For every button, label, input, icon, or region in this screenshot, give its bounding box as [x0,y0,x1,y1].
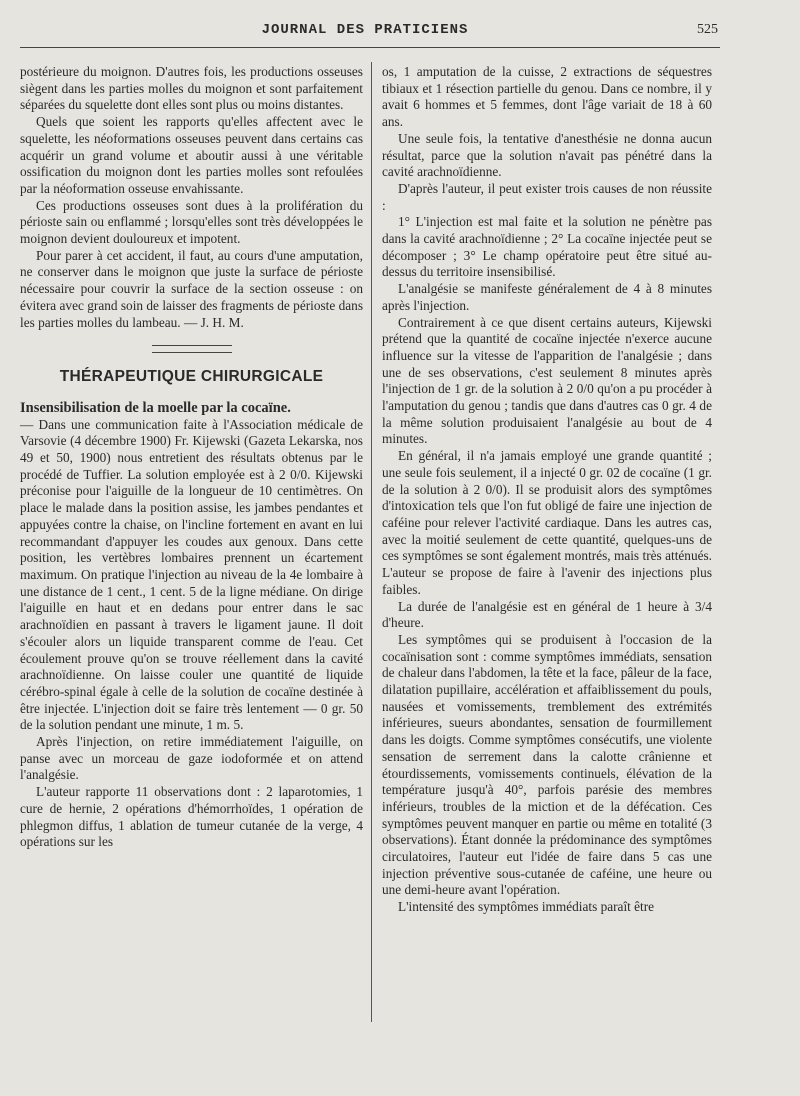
section-ornament [152,345,232,353]
journal-title: JOURNAL DES PRATICIENS [261,22,469,38]
paragraph: L'analgésie se manifeste généralement de 4 à 8 minutes après l'injection. [382,281,712,313]
paragraph: Pour parer à cet accident, il faut, au cours d'une amputation, ne conserver dans le moignon que juste la surface de périoste nécessaire pour couvrir la surface de la section osseuse : on évitera avec grand soin de laisser des fragments de périoste dans les parties molles du lambeau. — J. H. M. [20,247,363,330]
page-header [20,22,718,44]
right-column [382,64,712,916]
paragraph: Les symptômes qui se produisent à l'occasion de la cocaïnisation sont : comme symptômes immédiats, sensation de chaleur dans l'abdomen, la tête et la face, pâleur de la face, dilatation pupillaire, accélération et affaiblissement du pouls, nausées et vomissements, tremblement des extrémités inférieures, sueurs abondantes, sensation de fourmillement dans les doigts. Comme symptômes consécutifs, une violente sensation de serrement dans la calotte crânienne et étourdissements, vomissements continuels, élévation de la température jusqu'à 40°, parfois parésie des membres inférieurs, troubles de la miction et de la défécation. Ces symptômes peuvent manquer en partie ou même en totalité (3 observations). Étant donnée la prédominance des symptômes circulatoires, l'auteur eut l'idée de faire dans 5 cas une injection préventive sous-cutanée de caféine, une heure ou une demi-heure avant l'opération. [382,631,712,898]
paragraph: 1° L'injection est mal faite et la solution ne pénètre pas dans la cavité arachnoïdienne ; 2° La cocaïne injectée peut se décomposer ; 3° Le champ opératoire peut être situé au-dessus du territoire insensibilisé. [382,214,712,280]
paragraph: Contrairement à ce que disent certains auteurs, Kijewski prétend que la quantité de cocaïne injectée n'exerce aucune influence sur la vitesse de l'apparition de l'analgésie ; dans une de ses observations, c'est seulement 8 minutes après l'injection de 1 gr. de la solution à 2 0/0 qu'on a pu procéder à l'amputation du genou ; tandis que dans d'autres cas 0 gr. 4 de la même solution produisaient l'analgésie au bout de 4 minutes. [382,314,712,447]
paragraph: Ces productions osseuses sont dues à la prolifération du périoste sain ou enflammé ; lorsqu'elles sont très développées le moignon devient douloureux et impotent. [20,197,363,247]
paragraph: — Dans une communication faite à l'Association médicale de Varsovie (4 décembre 1900) Fr. Kijewski (Gazeta Lekarska, nos 49 et 50, 1900) nous entretient des résultats obtenus par le procédé de Tuffier. La solution employée est à 2 0/0. Kijewski préconise pour l'aiguille de la longueur de 10 centimètres. On place le malade dans la position assise, les jambes pendantes et appuyées contre la chaise, on l'incline fortement en avant en lui recommandant d'appuyer les coudes aux genoux. Dans cette position, les vertèbres lombaires prennent un écartement maximum. On pratique l'injection au niveau de la 4e lombaire à une distance de 1 cent., 1 cent. 5 de la ligne médiane. On dirige l'aiguille en haut et en dedans pour entrer dans le sac arachnoïdien en passant à travers le ligament jaune. Il doit s'écouler alors un liquide transparent comme de l'eau. Cet écoulement prouve qu'on se trouve réellement dans la cavité arachnoïdienne. On laisse couler une quantité de liquide cérébro-spinal égale à celle de la solution de cocaïne destinée à être injectée. L'injection doit se faire très lentement — 0 gr. 50 de la solution pendant une minute, 1 m. 5. [20,416,363,733]
section-heading: THÉRAPEUTIQUE CHIRURGICALE [59,368,324,386]
paragraph: postérieure du moignon. D'autres fois, les productions osseuses siègent dans les parties molles du moignon et sont parfaitement séparées du squelette dont elles sont plus ou moins distantes. [20,64,363,113]
paragraph: L'auteur rapporte 11 observations dont : 2 laparotomies, 1 cure de hernie, 2 opérations d'hémorrhoïdes, 1 opération de phlegmon diffus, 1 ablation de tumeur cutanée de la verge, 4 opérations sur les [20,784,363,850]
paragraph: os, 1 amputation de la cuisse, 2 extractions de séquestres tibiaux et 1 résection partielle du genou. Dans ce nombre, il y avait 6 hommes et 5 femmes, dont l'âge variait de 18 à 60 ans. [382,64,712,130]
column-separator [371,62,372,1022]
paragraph: Une seule fois, la tentative d'anesthésie ne donna aucun résultat, parce que la solution n'avait pas pénétré dans la cavité arachnoïdienne. [382,130,712,180]
paragraph: En général, il n'a jamais employé une grande quantité ; une seule fois seulement, il a injecté 0 gr. 02 de cocaïne (1 gr. de la solution à 2 0/0). Il se produisit alors des symptômes d'intoxication tels que l'on fut obligé de faire une injection de caféine pour relever l'activité cardiaque. Dans les autres cas, avec la moitié seulement de cette quantité, quelques-uns de ces symptômes se sont également montrés, mais très atténués. L'auteur se propose de faire à l'avenir des injections plus faibles. [382,448,712,597]
paragraph: Quels que soient les rapports qu'elles affectent avec le squelette, les néoformations osseuses peuvent dans certains cas acquérir un grand volume et aboutir aussi à une véritable ossification du moignon dont les parties molles sont refoulées par la néoformation osseuse envahissante. [20,114,363,196]
paragraph: D'après l'auteur, il peut exister trois causes de non réussite : [382,180,712,213]
article-title: Insensibilisation de la moelle par la cocaïne. [20,399,291,416]
left-column [20,64,363,851]
page-number: 525 [697,22,718,37]
paragraph: L'intensité des symptômes immédiats paraît être [398,899,655,915]
header-rule [20,47,720,48]
paragraph: Après l'injection, on retire immédiatement l'aiguille, on panse avec un morceau de gaze iodoformée et on attend l'analgésie. [20,734,363,783]
paragraph: La durée de l'analgésie est en général de 1 heure à 3/4 d'heure. [382,598,712,631]
